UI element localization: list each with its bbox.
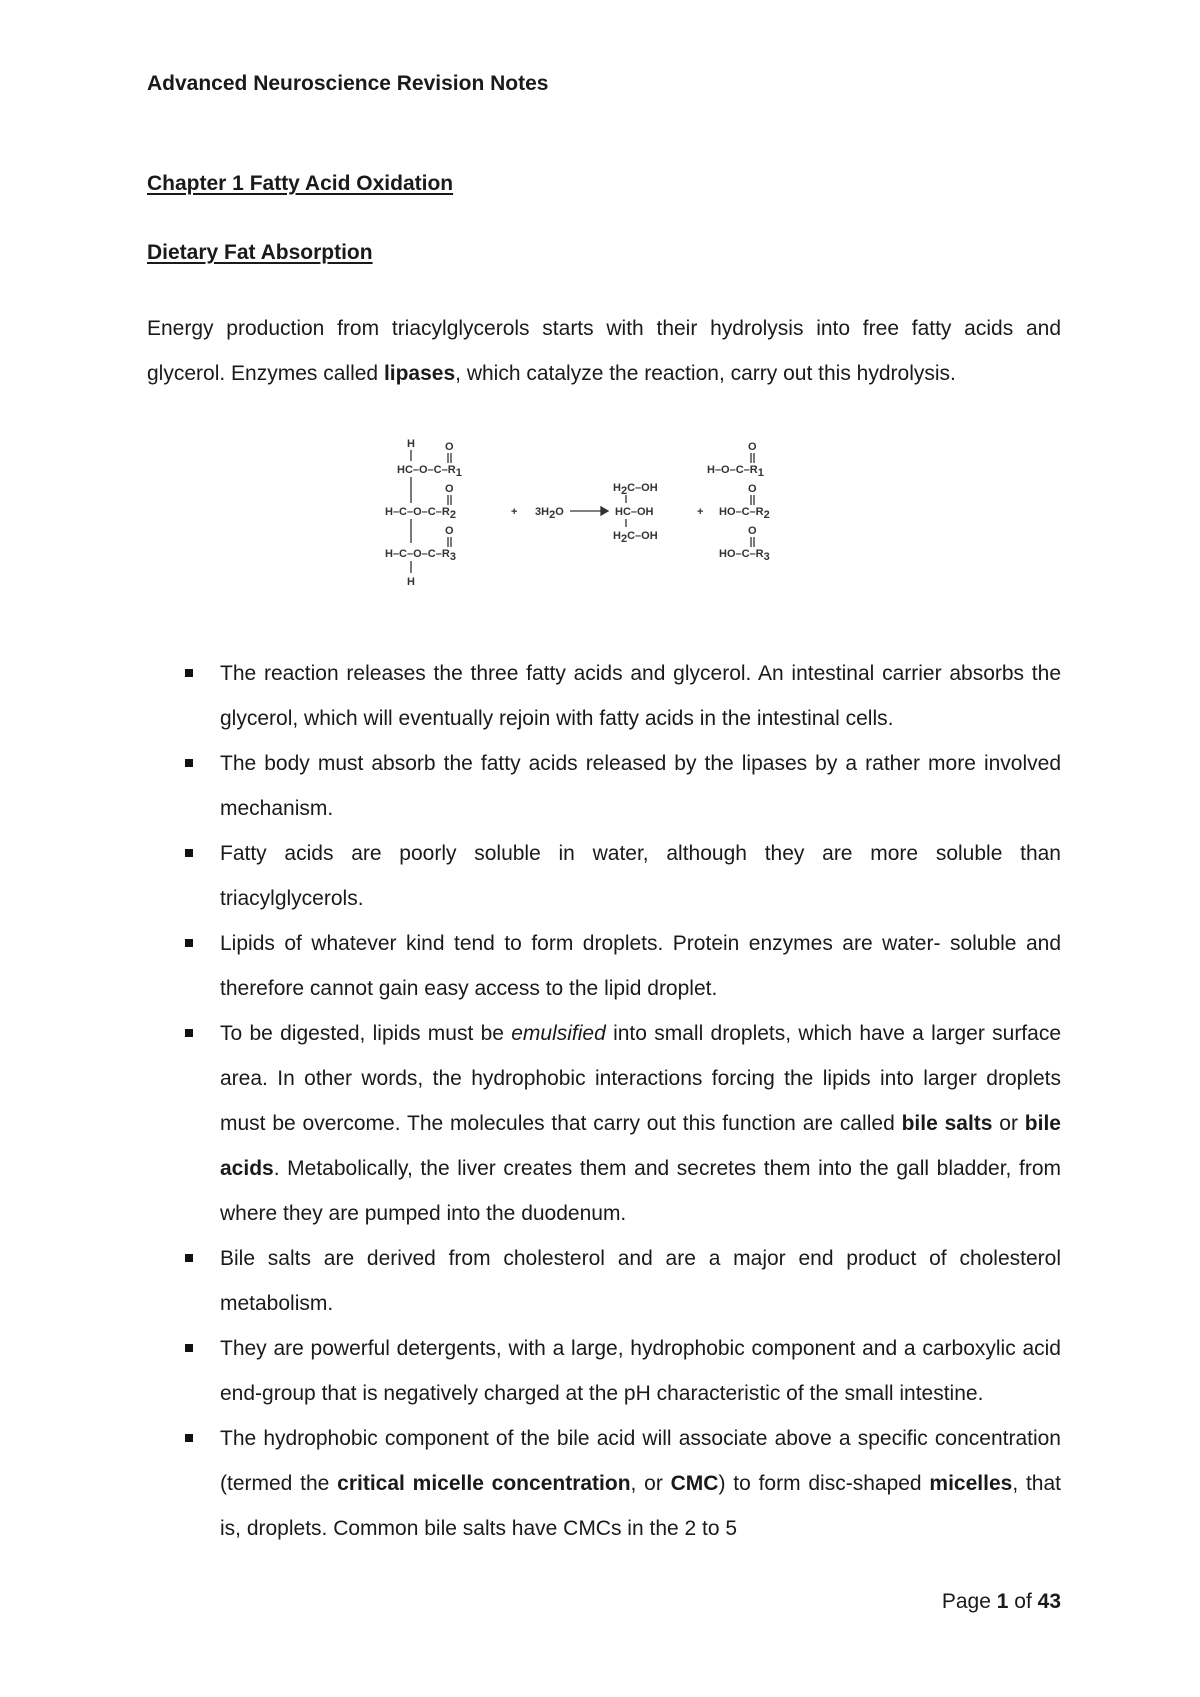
bullet-text: Lipids of whatever kind tend to form droplets. Protein enzymes are water- soluble and therefore cannot gain easy access to the lipid droplet. xyxy=(220,932,1061,1000)
reaction-diagram xyxy=(385,435,825,600)
plus-sign-2: + xyxy=(697,506,704,518)
glycerol-bottom: H2C–OH xyxy=(613,530,658,545)
tag-h-top: H xyxy=(407,438,415,450)
water-reagent: 3H2O xyxy=(535,506,564,521)
bullet-marker-icon xyxy=(185,1029,193,1037)
tag-h-bottom: H xyxy=(407,576,415,588)
plus-sign-1: + xyxy=(511,506,518,518)
tag-o-2: O xyxy=(445,483,454,495)
bullet-text: Fatty acids are poorly soluble in water, although they are more soluble than triacylglycerols. xyxy=(220,842,1061,910)
fatty-acid-2: HO–C–R2 xyxy=(719,506,770,521)
section-heading: Dietary Fat Absorption xyxy=(147,241,373,264)
bullet-item xyxy=(147,831,1061,921)
glycerol-mid: HC–OH xyxy=(615,506,654,518)
bullet-text: The body must absorb the fatty acids released by the lipases by a rather more involved mechanism. xyxy=(220,752,1061,820)
bullet-emphasis: critical micelle concentration xyxy=(337,1472,631,1495)
current-page: 1 xyxy=(996,1590,1009,1613)
bullet-text: The hydrophobic component of the bile acid will associate above a specific concentration (termed the xyxy=(220,1427,1061,1495)
bullet-marker-icon xyxy=(185,849,193,857)
bullet-marker-icon xyxy=(185,1434,193,1442)
tag-row-3: H–C–O–C–R3 xyxy=(385,548,456,563)
intro-text-2: , which catalyze the reaction, carry out this hydrolysis. xyxy=(455,362,956,385)
bullet-item xyxy=(147,741,1061,831)
total-pages: 43 xyxy=(1037,1590,1061,1613)
bullet-text: . Metabolically, the liver creates them and secretes them into the gall bladder, from where they are pumped into the duodenum. xyxy=(220,1157,1061,1225)
acid-o-2: O xyxy=(748,483,757,495)
tag-row-1: HC–O–C–R1 xyxy=(397,464,462,479)
bullet-text: To be digested, lipids must be xyxy=(220,1022,512,1045)
acid-o-3: O xyxy=(748,525,757,537)
bullet-item xyxy=(147,1416,1061,1551)
tag-row-2: H–C–O–C–R2 xyxy=(385,506,456,521)
bullet-marker-icon xyxy=(185,1344,193,1352)
bullet-text: into small droplets, which have a larger surface area. In other words, the hydrophobic interactions forcing the lipids into larger droplets must be overcome. The molecules that carry out this function are called xyxy=(220,1022,1062,1135)
bullet-item xyxy=(147,1326,1061,1416)
intro-bold-term: lipases xyxy=(383,362,456,385)
page-number: Page 1 of 43 xyxy=(941,1590,1061,1613)
bullet-text: or xyxy=(992,1112,1025,1135)
fatty-acid-3: HO–C–R3 xyxy=(719,548,770,563)
bullet-item xyxy=(147,651,1061,741)
acid-o-1: O xyxy=(748,441,757,453)
bullet-item xyxy=(147,921,1061,1011)
bullet-text: The reaction releases the three fatty acids and glycerol. An intestinal carrier absorbs the glycerol, which will eventually rejoin with fatty acids in the intestinal cells. xyxy=(220,662,1061,730)
bullet-marker-icon xyxy=(185,1254,193,1262)
glycerol-top: H2C–OH xyxy=(613,482,658,497)
bullet-marker-icon xyxy=(185,939,193,947)
bullet-text: , that is, droplets. Common bile salts have CMCs in the 2 to 5 xyxy=(220,1472,1061,1540)
bullet-text: Bile salts are derived from cholesterol and are a major end product of cholesterol metabolism. xyxy=(220,1247,1061,1315)
bullet-list xyxy=(147,651,1061,1551)
bullet-item xyxy=(147,1011,1061,1236)
bullet-marker-icon xyxy=(185,759,193,767)
bullet-emphasis: CMC xyxy=(670,1472,719,1495)
tag-o-1: O xyxy=(445,441,454,453)
intro-paragraph xyxy=(147,306,1061,396)
document-title: Advanced Neuroscience Revision Notes xyxy=(147,72,549,95)
bullet-marker-icon xyxy=(185,669,193,677)
bullet-text: ) to form disc-shaped xyxy=(718,1472,930,1495)
fatty-acid-1: H–O–C–R1 xyxy=(707,464,764,479)
chapter-heading: Chapter 1 Fatty Acid Oxidation xyxy=(147,172,454,195)
bullet-emphasis: bile acids xyxy=(220,1112,1061,1180)
tag-o-3: O xyxy=(445,525,454,537)
intro-text-1: Energy production from triacylglycerols starts with their hydrolysis into free fatty acids and glycerol. Enzymes called xyxy=(147,317,1061,385)
bullet-item xyxy=(147,1236,1061,1326)
bullet-emphasis: micelles xyxy=(929,1472,1013,1495)
bullet-text: , or xyxy=(630,1472,671,1495)
bullet-emphasis: bile salts xyxy=(901,1112,993,1135)
bullet-emphasis: emulsified xyxy=(511,1022,606,1045)
hydrolysis-reaction-figure xyxy=(385,435,825,600)
bullet-text: They are powerful detergents, with a large, hydrophobic component and a carboxylic acid end-group that is negatively charged at the pH characteristic of the small intestine. xyxy=(220,1337,1061,1405)
